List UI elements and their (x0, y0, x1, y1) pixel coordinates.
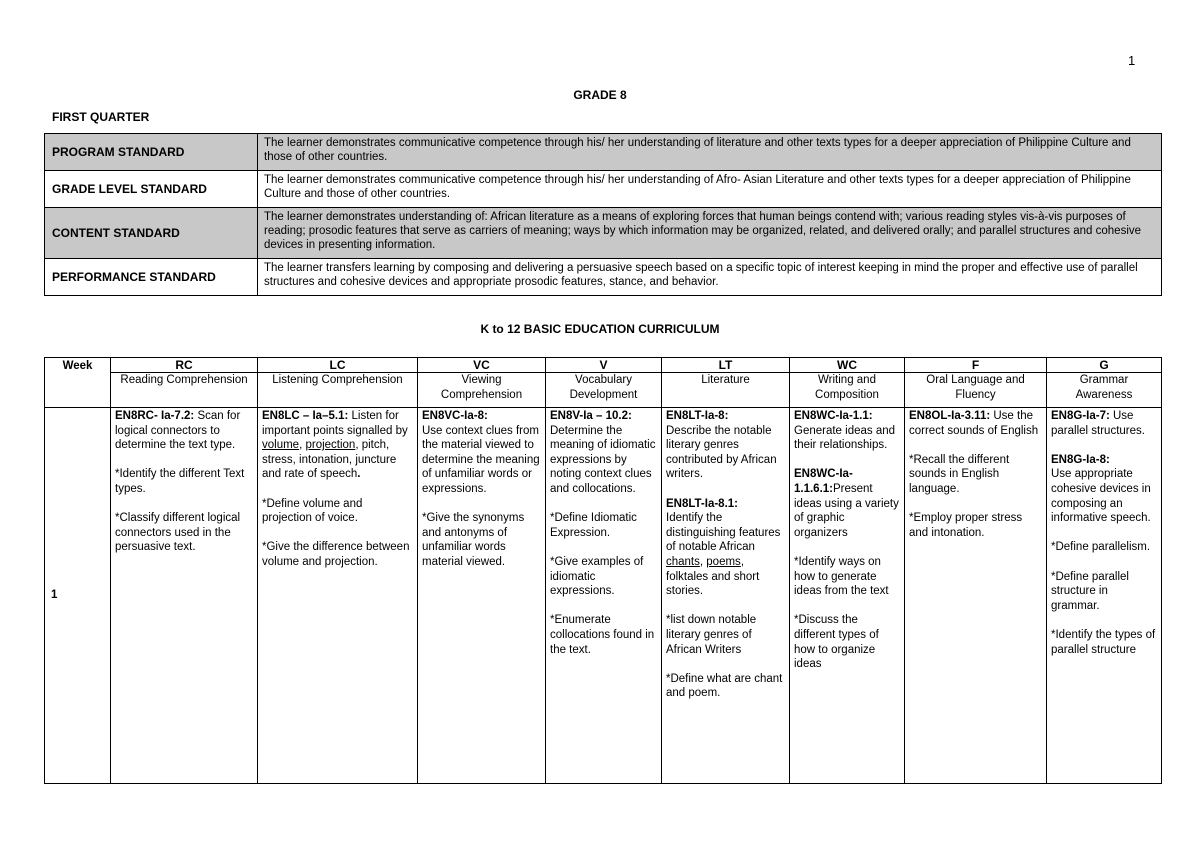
competency-text: Use parallel structures. (1051, 410, 1145, 437)
cell-vc (418, 408, 546, 784)
cell-f (905, 408, 1047, 784)
competency-code: EN8LC – Ia–5.1: (262, 410, 349, 422)
competency-code: EN8G-Ia-8: (1051, 453, 1110, 466)
column-code: LT (662, 359, 789, 373)
competency-text: Listen for important points signalled by (262, 410, 408, 437)
objective: *Give examples of idiomatic expressions. (550, 555, 644, 598)
underlined-term: chants (666, 555, 700, 568)
column-code: RC (111, 359, 257, 373)
standard-text: The learner demonstrates understanding of: African literature as a means of exploring forces that human beings contend with; various reading styles vis-à-vis purposes of reading; prosodic features that serve as carriers of meaning; ways by which information may be organized, related, and delivered orally; and parallel structures and cohesive devices in presenting information. (258, 208, 1162, 259)
competency-code: EN8OL-Ia-3.11: (909, 410, 991, 422)
competency-text: Identify the distinguishing features of notable African (666, 512, 781, 554)
competency-code: EN8V-Ia – 10.2: (550, 410, 632, 422)
standards-row (45, 171, 1162, 208)
standard-label: PROGRAM STANDARD (45, 134, 258, 171)
underlined-term: volume (262, 439, 300, 452)
column-name: Literature (701, 374, 750, 386)
separator: , (699, 555, 707, 568)
competency-text: Scan for logical connectors to determine the text type. (115, 410, 241, 452)
objective: *Identify ways on how to generate ideas from the text (794, 555, 889, 598)
standards-row (45, 208, 1162, 259)
cell-rc (111, 408, 258, 784)
standard-label: PERFORMANCE STANDARD (45, 259, 258, 296)
competency-text: Use the correct sounds of English (909, 410, 1039, 437)
competency-text: Determine the meaning of idiomatic expressions by noting context clues and collocations. (550, 424, 656, 495)
underlined-term: poems (706, 555, 741, 568)
column-code: LC (258, 359, 417, 373)
competency-text: Generate ideas and their relationships. (794, 424, 896, 452)
competency-text: Describe the notable literary genres contributed by African writers. (666, 424, 777, 481)
competency-text: , pitch, stress, intonation, juncture and rate of speech (262, 439, 397, 481)
curriculum-title: K to 12 BASIC EDUCATION CURRICULUM (480, 322, 720, 336)
competency-text: Use appropriate cohesive devices in composing an informative speech. (1051, 468, 1151, 525)
objective: *Discuss the different types of how to organize ideas (794, 614, 879, 671)
column-name: Grammar Awareness (1075, 374, 1133, 401)
competency-text: , folktales and short stories. (666, 555, 760, 598)
underlined-term: projection (305, 439, 356, 452)
competency-code: EN8LT-Ia-8.1: (666, 497, 738, 510)
column-header-wc (790, 358, 905, 408)
column-name: Listening Comprehension (272, 374, 403, 386)
column-header-g (1047, 358, 1162, 408)
objective: *Give the synonyms and antonyms of unfamiliar words material viewed. (422, 512, 525, 568)
column-code: V (546, 359, 661, 373)
objective: *Identify the different Text types. (115, 468, 245, 495)
column-name: Viewing Comprehension (440, 374, 523, 401)
objective: *Define Idiomatic Expression. (550, 512, 637, 539)
week-number: 1 (45, 408, 111, 784)
cell-lc (258, 408, 418, 784)
standards-table (44, 133, 1162, 296)
column-name: Writing and Composition (815, 374, 879, 401)
standard-text: The learner transfers learning by composing and delivering a persuasive speech based on a specific topic of interest keeping in mind the proper and effective use of parallel structures and cohesive devices and appropriate prosodic features, stance, and behavior. (258, 259, 1162, 296)
week-row (45, 408, 1162, 784)
standard-text: The learner demonstrates communicative competence through his/ her understanding of Afro- Asian Literature and other texts types for a deeper appreciation of Philippine Culture and those of other countries. (258, 171, 1162, 208)
quarter-heading: FIRST QUARTER (52, 110, 150, 124)
competency-text: Use context clues from the material viewed to determine the meaning of unfamiliar words or expressions. (422, 424, 540, 495)
cell-lt (662, 408, 790, 784)
objective: *Define volume and projection of voice. (262, 497, 363, 525)
column-name: Vocabulary Development (569, 374, 638, 401)
objective: *Define parallelism. (1051, 541, 1151, 554)
standard-text: The learner demonstrates communicative competence through his/ her understanding of literature and other texts types for a deeper appreciation of Philippine Culture and those of other countries. (258, 134, 1162, 171)
column-name: Oral Language and Fluency (926, 374, 1025, 401)
competency-text: Present ideas using a variety of graphic organizers (794, 482, 899, 539)
competency-code: EN8WC-Ia-1.1.6.1: (794, 468, 853, 495)
period: . (357, 468, 361, 481)
competency-code: EN8RC- Ia-7.2: (115, 410, 195, 422)
cell-wc (790, 408, 905, 784)
objective: *Define what are chant and poem. (666, 672, 783, 700)
page-number: 1 (1128, 53, 1136, 68)
column-code: F (905, 359, 1046, 373)
objective: *Enumerate collocations found in the text. (550, 614, 655, 656)
column-code: G (1047, 359, 1161, 373)
week-header: Week (45, 358, 111, 408)
column-name: Reading Comprehension (120, 374, 248, 386)
column-code: VC (418, 359, 545, 373)
curriculum-table (44, 357, 1162, 784)
column-header-rc (111, 358, 258, 408)
column-header-lt (662, 358, 790, 408)
standard-label: GRADE LEVEL STANDARD (45, 171, 258, 208)
cell-v (546, 408, 662, 784)
standards-row (45, 134, 1162, 171)
column-header-lc (258, 358, 418, 408)
objective: *Recall the different sounds in English language. (909, 453, 1010, 495)
standards-row (45, 259, 1162, 296)
objective: *list down notable literary genres of African Writers (666, 614, 757, 656)
competency-code: EN8WC-Ia-1.1: (794, 410, 873, 422)
column-header-vc (418, 358, 546, 408)
objective: *Employ proper stress and intonation. (909, 512, 1023, 539)
competency-code: EN8LT-Ia-8: (666, 410, 729, 422)
competency-code: EN8G-Ia-7: (1051, 410, 1110, 422)
objective: *Identify the types of parallel structure (1051, 628, 1156, 656)
grade-title: GRADE 8 (573, 88, 627, 102)
cell-g (1047, 408, 1162, 784)
objective: *Give the difference between volume and projection. (262, 541, 410, 568)
objective: *Classify different logical connectors used in the persuasive text. (115, 512, 241, 554)
column-header-v (546, 358, 662, 408)
competency-code: EN8VC-Ia-8: (422, 410, 488, 422)
column-code: WC (790, 359, 904, 373)
separator: , (299, 439, 306, 452)
standard-label: CONTENT STANDARD (45, 208, 258, 259)
header-row (45, 358, 1162, 408)
column-header-f (905, 358, 1047, 408)
objective: *Define parallel structure in grammar. (1051, 570, 1129, 612)
